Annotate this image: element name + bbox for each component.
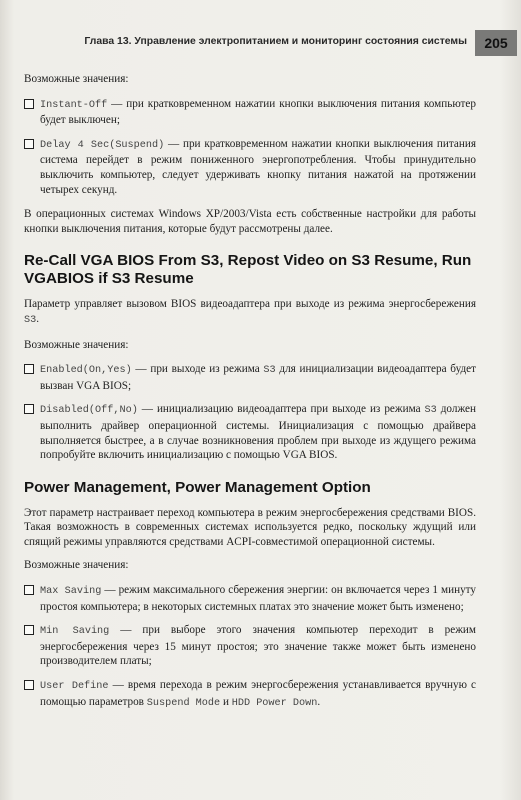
- option-code: Min Saving: [40, 626, 110, 638]
- option-code: Disabled(Off,No): [40, 405, 138, 417]
- checkbox-bullet-icon: [24, 364, 34, 374]
- list-item: [24, 583, 476, 614]
- option-text: и: [220, 695, 232, 708]
- option-text: .: [317, 695, 321, 708]
- option-text: — режим максимального сбережения энергии: он включается через 1 минуту простоя компьютера; в некоторых системных платах это значение может быть изменено;: [40, 584, 476, 613]
- paragraph: [24, 297, 476, 328]
- paragraph-text: Параметр управляет вызовом BIOS видеоадаптера при выходе из режима энергосбережения: [24, 298, 476, 311]
- option-text: — при выборе этого значения компьютер переходит в режим энергосбережения через 15 минут простоя; это значение также может быть изменено производителем платы;: [40, 624, 476, 668]
- possible-values-label: Возможные значения:: [24, 73, 129, 85]
- option-code: Instant-Off: [40, 99, 108, 111]
- option-text: должен выполнить драйвер операционной системы. Инициализация с помощью драйвера выполняется быстрее, а в случае возникновения проблем при выходе из ждущего режима попробуйте включить инициализацию с помощью VGA BIOS.: [40, 403, 476, 462]
- option-text: — инициализацию видеоадаптера при выходе из режима: [137, 403, 425, 416]
- option-text: — при выходе из режима: [131, 363, 264, 376]
- chapter-header: [84, 36, 467, 47]
- possible-values-label: Возможные значения:: [24, 559, 129, 572]
- possible-values-label: Возможные значения:: [24, 338, 129, 351]
- option-text: — при кратковременном нажатии кнопки выключения питания компьютер будет выключен;: [40, 97, 476, 127]
- checkbox-bullet-icon: [24, 625, 34, 635]
- inline-code: S3: [263, 365, 276, 377]
- list-item: [24, 97, 476, 128]
- checkbox-bullet-icon: [24, 680, 34, 690]
- inline-code: HDD Power Down: [231, 697, 318, 709]
- inline-code: S3: [24, 314, 37, 326]
- page-number: 205: [475, 30, 517, 56]
- page-content: [24, 64, 476, 721]
- option-list: [24, 583, 476, 711]
- option-list: [24, 362, 476, 463]
- inline-code: S3: [424, 405, 437, 417]
- paragraph: Этот параметр настраивает переход компьютера в режим энергосбережения средствами BIOS. Такая возможность в современных системах используется редко, поскольку ждущий или спящий режимы управляются средствами ACPI-совместимой операционной системы.: [24, 506, 476, 548]
- list-item: [24, 678, 476, 711]
- list-item: [24, 362, 476, 393]
- chapter-label: Глава 13.: [84, 36, 132, 47]
- paragraph: В операционных системах Windows XP/2003/Vista есть собственные настройки для работы кнопки выключения питания, которые будут рассмотрены далее.: [24, 208, 476, 235]
- option-code: Enabled(On,Yes): [40, 365, 132, 377]
- section-heading: Power Management, Power Management Option: [24, 478, 371, 496]
- checkbox-bullet-icon: [24, 139, 34, 149]
- checkbox-bullet-icon: [24, 99, 34, 109]
- option-code: Max Saving: [40, 586, 102, 598]
- option-list: [24, 97, 476, 198]
- chapter-title: Управление электропитанием и мониторинг состояния системы: [134, 36, 467, 47]
- option-text: — при кратковременном нажатии кнопки выключения питания система перейдет в режим пониженного энергопотребления. Чтобы принудительно выключить компьютер, следует удерживать кнопку питания нажатой на протяжении четырех секунд.: [40, 137, 476, 196]
- option-text: — время перехода в режим энергосбережения устанавливается вручную с помощью параметров: [40, 679, 476, 708]
- section-heading: Re-Call VGA BIOS From S3, Repost Video on S3 Resume, Run VGABIOS if S3 Resume: [24, 252, 472, 288]
- checkbox-bullet-icon: [24, 404, 34, 414]
- option-text: для инициализации видеоадаптера будет вызван VGA BIOS;: [40, 363, 476, 392]
- list-item: [24, 402, 476, 462]
- paragraph-text: .: [36, 312, 40, 325]
- list-item: [24, 623, 476, 669]
- checkbox-bullet-icon: [24, 585, 34, 595]
- running-header: [0, 28, 521, 58]
- option-code: Delay 4 Sec(Suspend): [40, 139, 165, 151]
- inline-code: Suspend Mode: [146, 697, 221, 709]
- option-code: User Define: [40, 681, 109, 693]
- list-item: [24, 137, 476, 197]
